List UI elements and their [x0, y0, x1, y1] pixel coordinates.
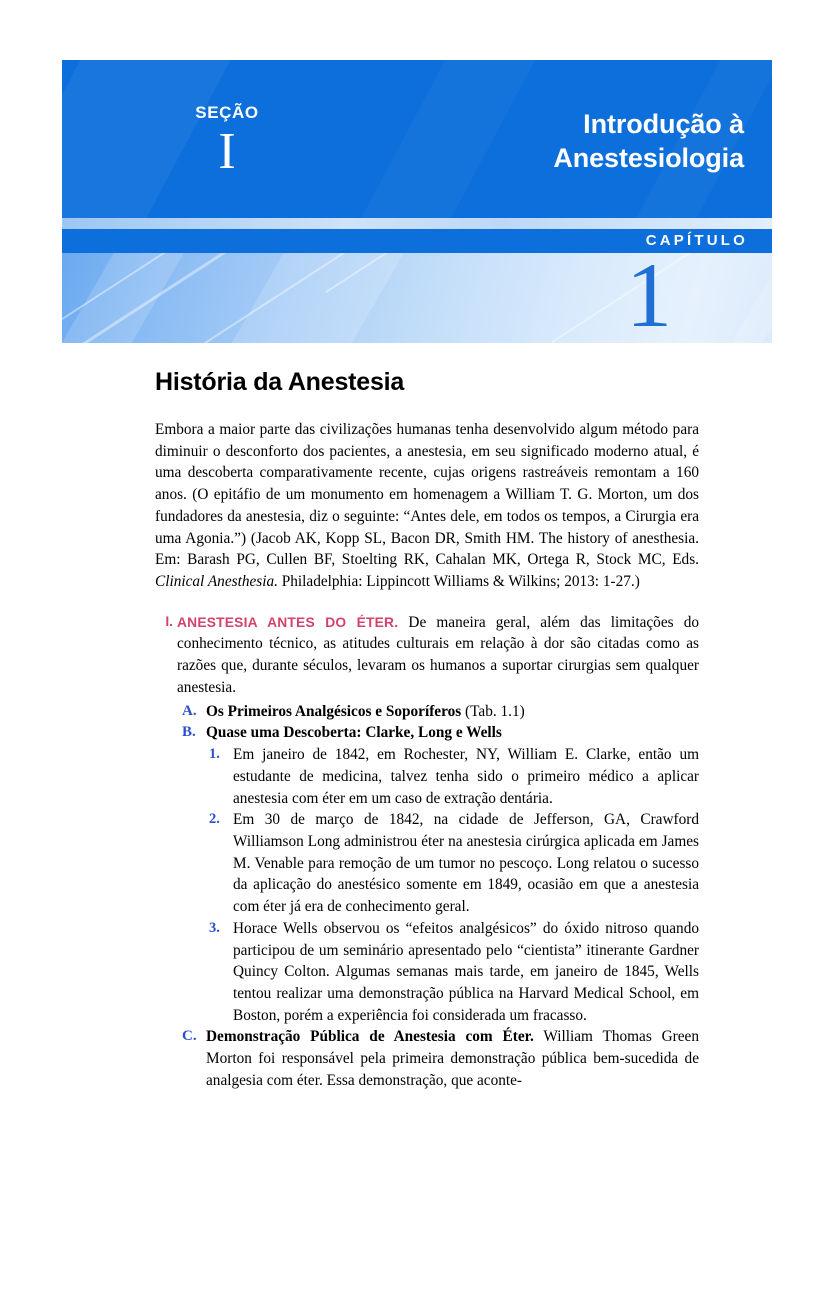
- banner-wedge-icon: [62, 253, 195, 343]
- lead-paragraph: [155, 419, 699, 593]
- section-title-line-2: Anestesiologia: [553, 143, 744, 174]
- outline-item-b2: [209, 809, 699, 918]
- outline-marker: I.: [165, 613, 173, 629]
- outline-heading: ANESTESIA ANTES DO ÉTER.: [177, 614, 399, 630]
- banner-divider-strip: [62, 218, 772, 229]
- outline-body: (Tab. 1.1): [461, 702, 525, 720]
- outline-heading: Quase uma Descoberta: Clarke, Long e Wells: [206, 724, 502, 742]
- outline-body: Em janeiro de 1842, em Rochester, NY, William E. Clarke, então um estudante de medicina, talvez tenha sido o primeiro médico a aplicar anestesia com éter em um caso de extração dentária.: [233, 746, 699, 807]
- lead-text-part-1: Embora a maior parte das civilizações humanas tenha desenvolvido algum método para diminuir o desconforto dos pacientes, a anestesia, em seu significado moderno atual, é uma descoberta comparativamente recente, cujas origens rastreáveis remontam a 160 anos. (O epitáfio de um monumento em homenagem a William T. G. Morton, um dos fundadores da anestesia, diz o seguinte: “Antes dele, em todos os tempos, a Cirurgia era uma Agonia.”) (Jacob AK, Kopp SL, Bacon DR, Smith HM. The history of anesthesia. Em: Barash PG, Cullen BF, Stoelting RK, Cahalan MK, Ortega R, Stock MC, Eds.: [155, 421, 699, 569]
- lead-text-part-2: Philadelphia: Lippincott Williams & Wilkins; 2013: 1-27.): [277, 573, 640, 591]
- chapter-label-bar: [62, 229, 772, 253]
- outline-list: [155, 612, 699, 1092]
- outline-body: William Thomas Green Morton foi responsável pela primeira demonstração pública bem-sucedida de analgesia com éter. Essa demonstração, que aconte-: [206, 1028, 699, 1089]
- outline-item-b: [182, 722, 699, 744]
- outline-heading: Os Primeiros Analgésicos e Soporíferos: [206, 702, 462, 720]
- outline-marker: 1.: [209, 746, 220, 763]
- chapter-label: CAPÍTULO: [645, 232, 748, 249]
- outline-item-b3: [209, 918, 699, 1027]
- outline-item-section-1: [155, 612, 699, 699]
- chapter-number-panel: [62, 253, 772, 343]
- banner-wedge-icon: [709, 253, 772, 343]
- lead-text-italic-citation: Clinical Anesthesia.: [155, 573, 278, 591]
- section-identifier: [62, 104, 392, 180]
- chapter-number: 1: [626, 253, 672, 343]
- outline-item-c: [182, 1026, 699, 1091]
- outline-marker: 2.: [209, 811, 220, 828]
- outline-body: De maneira geral, além das limitações do conhecimento técnico, as atitudes culturais em relação à dor são citadas como as razões que, durante séculos, levaram os humanos a suportar cirurgias sem qualquer anestesia.: [177, 613, 699, 696]
- outline-heading: Demonstração Pública de Anestesia com Éter.: [206, 1028, 534, 1046]
- outline-item-b1: [209, 744, 699, 809]
- page-title: História da Anestesia: [155, 368, 405, 396]
- section-title-line-1: Introdução à: [583, 109, 744, 139]
- chapter-banner: [62, 60, 772, 343]
- page-content: [155, 368, 699, 1092]
- outline-item-a: [182, 701, 699, 723]
- banner-wedge-icon: [209, 253, 416, 343]
- outline-marker: B.: [182, 724, 196, 741]
- section-title: [553, 107, 744, 175]
- section-banner: [62, 60, 772, 218]
- outline-body: Horace Wells observou os “efeitos analgésicos” do óxido nitroso quando participou de um seminário apresentado pelo “cientista” itinerante Gardner Quincy Colton. Algumas semanas mais tarde, em janeiro de 1845, Wells tentou realizar uma demonstração pública na Harvard Medical School, em Boston, porém a experiência foi considerada um fracasso.: [233, 919, 699, 1024]
- section-label: SEÇÃO: [195, 103, 259, 122]
- section-number: I: [218, 123, 236, 180]
- outline-marker: A.: [182, 702, 197, 719]
- outline-body: Em 30 de março de 1842, na cidade de Jefferson, GA, Crawford Williamson Long administrou éter na anestesia cirúrgica aplicada em James M. Venable para remoção de um tumor no pescoço. Long relatou o sucesso da aplicação do anestésico somente em 1849, ocasião em que a anestesia com éter já era de conhecimento geral.: [233, 811, 699, 916]
- outline-marker: 3.: [209, 919, 220, 936]
- outline-marker: C.: [182, 1028, 197, 1045]
